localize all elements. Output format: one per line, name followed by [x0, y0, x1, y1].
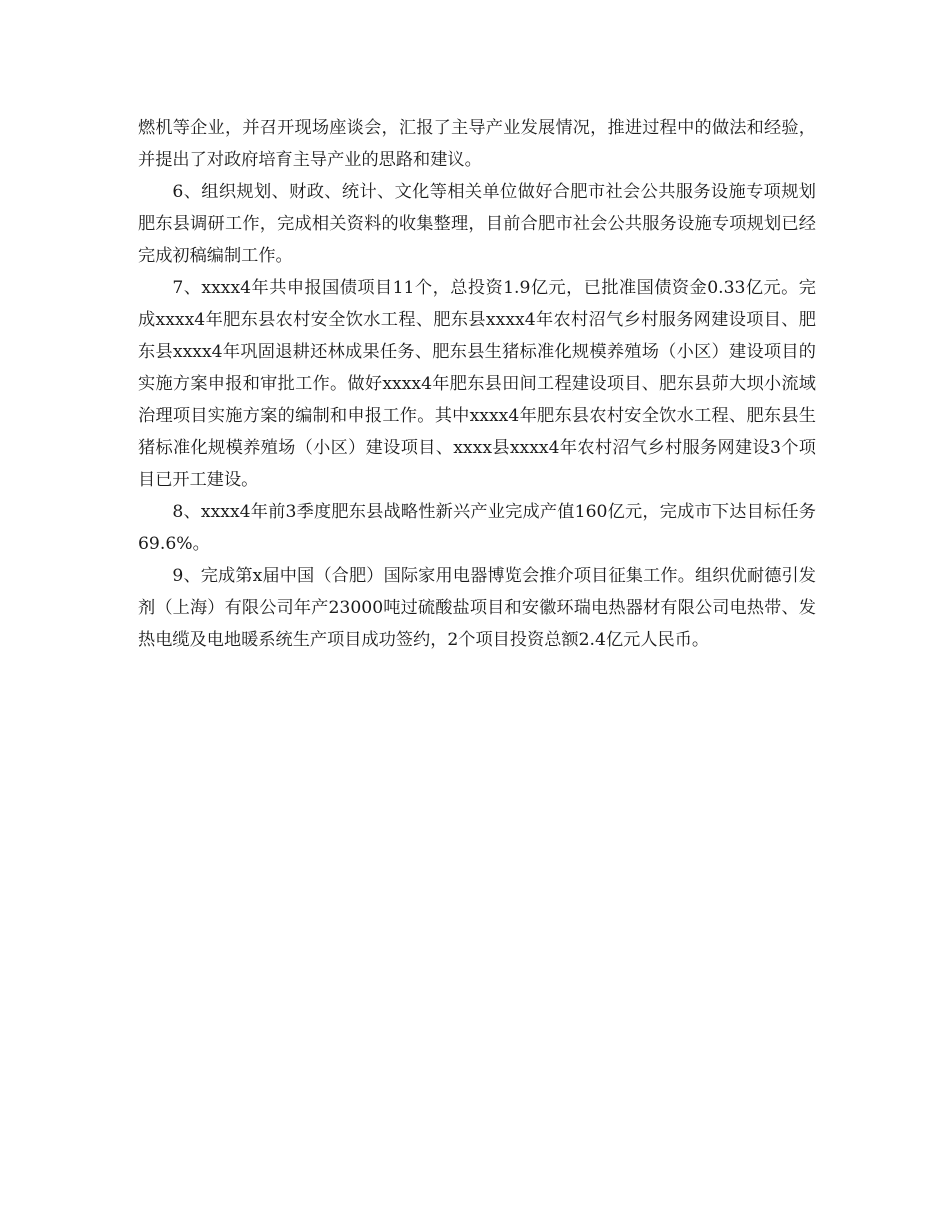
paragraph-item-9: 9、完成第x届中国（合肥）国际家用电器博览会推介项目征集工作。组织优耐德引发剂（上海）有限公司年产23000吨过硫酸盐项目和安徽环瑞电热器材有限公司电热带、发热电缆及电地暖系统生产项目成功签约，2个项目投资总额2.4亿元人民币。: [138, 566, 816, 650]
paragraph-item-7: 7、xxxx4年共申报国债项目11个，总投资1.9亿元，已批准国债资金0.33亿元。完成xxxx4年肥东县农村安全饮水工程、肥东县xxxx4年农村沼气乡村服务网建设项目、肥东县xxxx4年巩固退耕还林成果任务、肥东县生猪标准化规模养殖场（小区）建设项目的实施方案申报和审批工作。做好xxxx4年肥东县田间工程建设项目、肥东县茆大坝小流域治理项目实施方案的编制和申报工作。其中xxxx4年肥东县农村安全饮水工程、肥东县生猪标准化规模养殖场（小区）建设项目、xxxx县xxxx4年农村沼气乡村服务网建设3个项目已开工建设。: [138, 278, 816, 490]
document-body: [138, 112, 816, 656]
paragraph-item-6: 6、组织规划、财政、统计、文化等相关单位做好合肥市社会公共服务设施专项规划肥东县调研工作，完成相关资料的收集整理，目前合肥市社会公共服务设施专项规划已经完成初稿编制工作。: [138, 182, 816, 266]
paragraph-item-8: 8、xxxx4年前3季度肥东县战略性新兴产业完成产值160亿元，完成市下达目标任务69.6%。: [138, 502, 816, 554]
paragraph-continuation: 燃机等企业，并召开现场座谈会，汇报了主导产业发展情况，推进过程中的做法和经验，并提出了对政府培育主导产业的思路和建议。: [138, 118, 816, 170]
